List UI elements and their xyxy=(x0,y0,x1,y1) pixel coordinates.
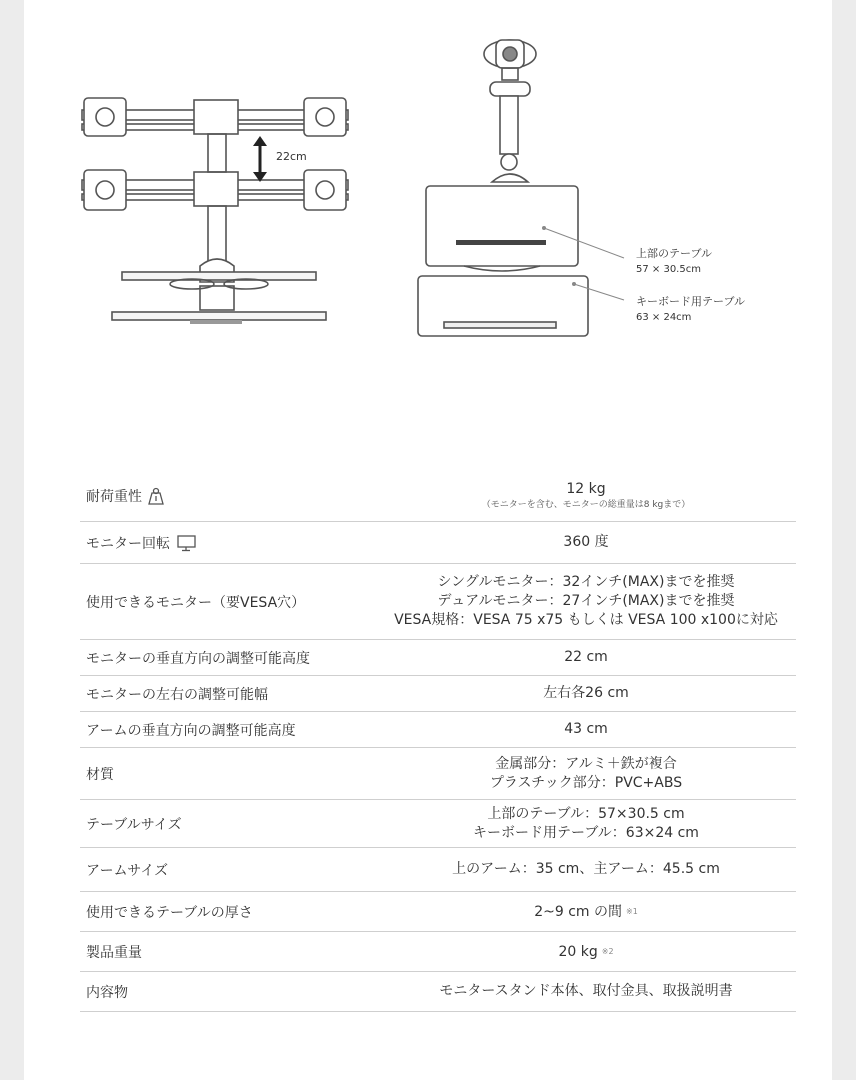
spec-row-table-thickness xyxy=(80,892,796,932)
spec-row-monitor-rotation xyxy=(80,522,796,564)
spec-table xyxy=(80,470,796,1012)
spec-value-line: プラスチック部分：PVC+ABS xyxy=(489,774,683,791)
spec-label: アームの垂直方向の調整可能高度 xyxy=(86,722,296,739)
spec-row-product-weight xyxy=(80,932,796,972)
spec-row-monitor-vertical-adjust xyxy=(80,640,796,676)
callout-keyboard-table-title: キーボード用テーブル xyxy=(636,295,746,308)
callout-keyboard-table xyxy=(636,294,745,326)
spec-label: 使用できるテーブルの厚さ xyxy=(86,904,253,921)
spec-value: 22 cm xyxy=(564,649,608,665)
spec-row-arm-vertical-adjust xyxy=(80,712,796,748)
spec-row-compatible-monitors xyxy=(80,564,796,640)
spec-value-line: 上部のテーブル：57×30.5 cm xyxy=(487,805,685,822)
callout-upper-table xyxy=(636,246,712,278)
spec-row-arm-size xyxy=(80,848,796,892)
callout-upper-table-size: 57 × 30.5cm xyxy=(636,264,701,275)
product-spec-page xyxy=(24,0,832,1080)
spec-label: 使用できるモニター（要VESA穴） xyxy=(86,594,306,611)
spec-label: モニターの垂直方向の調整可能高度 xyxy=(86,650,310,667)
spec-value: 上のアーム：35 cm、主アーム：45.5 cm xyxy=(452,861,720,877)
callout-upper-table-title: 上部のテーブル xyxy=(636,247,713,260)
spec-value-line: キーボード用テーブル：63×24 cm xyxy=(473,824,699,841)
callout-keyboard-table-size: 63 × 24cm xyxy=(636,312,692,323)
spec-row-contents xyxy=(80,972,796,1012)
spec-value: 左右各26 cm xyxy=(543,685,629,701)
weight-icon xyxy=(148,487,164,505)
footnote-marker: ※1 xyxy=(625,906,638,916)
spec-value: 360 度 xyxy=(563,534,609,550)
product-drawings xyxy=(24,0,832,400)
height-adjust-label: 22cm xyxy=(276,150,307,163)
spec-row-material xyxy=(80,748,796,800)
spec-label: テーブルサイズ xyxy=(86,816,182,833)
spec-value-line: VESA規格：VESA 75 x75 もしくは VESA 100 x100に対応 xyxy=(394,612,778,628)
monitor-icon xyxy=(176,534,198,552)
spec-value-line: デュアルモニター：27インチ(MAX)までを推奨 xyxy=(437,593,735,609)
spec-value-note: （モニターを含む、モニターの総重量は8 kgまで） xyxy=(481,500,691,510)
footnote-marker: ※2 xyxy=(601,946,614,956)
spec-label: 耐荷重性 xyxy=(86,488,142,505)
monitor-stand-diagram xyxy=(24,0,832,400)
spec-value: モニタースタンド本体、取付金具、取扱説明書 xyxy=(439,983,733,999)
spec-label: 製品重量 xyxy=(86,944,142,961)
spec-value: 12 kg xyxy=(566,481,606,497)
spec-value-line: シングルモニター：32インチ(MAX)までを推奨 xyxy=(437,574,735,590)
spec-label: モニターの左右の調整可能幅 xyxy=(86,686,268,703)
spec-value: 43 cm xyxy=(564,721,608,737)
spec-row-monitor-horizontal-adjust xyxy=(80,676,796,712)
spec-label: 材質 xyxy=(86,766,114,783)
spec-value: 20 kg xyxy=(558,943,598,960)
spec-value-line: 金属部分：アルミ＋鉄が複合 xyxy=(495,755,677,772)
spec-label: アームサイズ xyxy=(86,862,169,879)
spec-label: モニター回転 xyxy=(86,535,170,552)
spec-label: 内容物 xyxy=(86,984,128,1001)
spec-row-load-capacity xyxy=(80,470,796,522)
spec-row-table-size xyxy=(80,800,796,848)
spec-value: 2~9 cm の間 xyxy=(534,903,622,920)
